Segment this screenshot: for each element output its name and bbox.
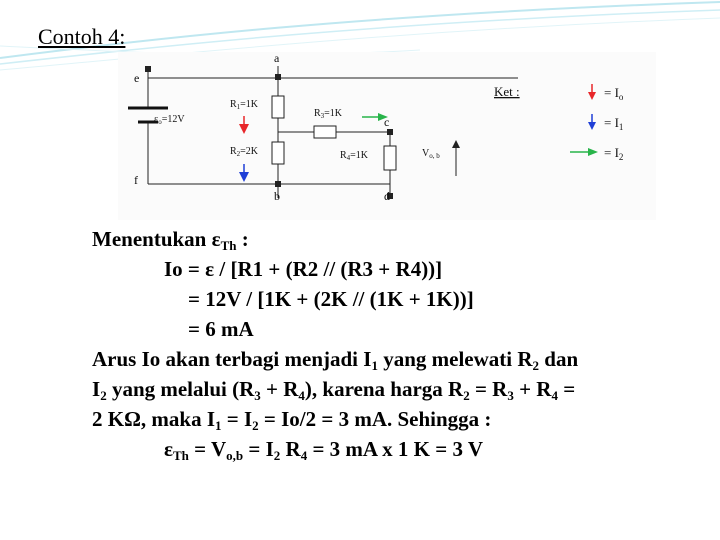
label-node-f: f bbox=[134, 173, 138, 187]
paragraph-line-2: $I_2$ yang melalui $(R_3 + R_4)$, karena harga $R_2 = R_3 + R_4$ = bbox=[92, 377, 576, 403]
equation-thevenin: $\varepsilon_{Th} = V_{o,b} = I_2$ $R_4 = 3$ mA x 1 K = 3 V bbox=[164, 437, 484, 463]
node-b-dot bbox=[275, 181, 281, 187]
line-heading: Menentukan $\varepsilon_{Th}$ : bbox=[92, 227, 249, 253]
paragraph-line-3: 2 KΩ, maka $I_1 = I_2 = Io/2 = 3$ mA. Sehingga : bbox=[92, 407, 492, 433]
legend-title: Ket : bbox=[494, 84, 520, 99]
equation-io: Io = ε / [R1 + (R2 // (R3 + R4))] bbox=[164, 257, 443, 281]
label-node-b: b bbox=[274, 189, 280, 203]
slide-title: Contoh 4: bbox=[38, 24, 126, 49]
node-e-dot bbox=[145, 66, 151, 72]
resistor-r2 bbox=[272, 142, 284, 164]
node-a-dot bbox=[275, 74, 281, 80]
legend-label: = $I_2$ bbox=[604, 145, 624, 162]
equation-substitution: = 12V / [1K + (2K // (1K + 1K))] bbox=[188, 287, 474, 311]
circuit-diagram bbox=[118, 52, 656, 220]
node-c-dot bbox=[387, 129, 393, 135]
label-vout: $V_{o, b}$ bbox=[422, 148, 440, 160]
label-r3: $R_3=1K$ bbox=[314, 108, 343, 120]
equation-result: = 6 mA bbox=[188, 317, 254, 341]
label-source: $\varepsilon_o=12V$ bbox=[154, 114, 185, 126]
legend-label: = $I_o$ bbox=[604, 85, 624, 102]
label-node-c: c bbox=[384, 115, 390, 129]
explanation-text bbox=[92, 224, 692, 464]
legend-label: = $I_1$ bbox=[604, 115, 624, 132]
label-node-a: a bbox=[274, 52, 280, 65]
paragraph-line-1: Arus Io akan terbagi menjadi $I_1$ yang melewati $R_2$ dan bbox=[92, 347, 579, 373]
label-node-d: d bbox=[384, 189, 390, 203]
resistor-r4 bbox=[384, 146, 396, 170]
label-r4: $R_4=1K$ bbox=[340, 150, 369, 162]
resistor-r1 bbox=[272, 96, 284, 118]
label-r2: $R_2=2K$ bbox=[230, 146, 259, 158]
label-node-e: e bbox=[134, 71, 140, 85]
resistor-r3 bbox=[314, 126, 336, 138]
label-r1: $R_1=1K$ bbox=[230, 99, 259, 111]
